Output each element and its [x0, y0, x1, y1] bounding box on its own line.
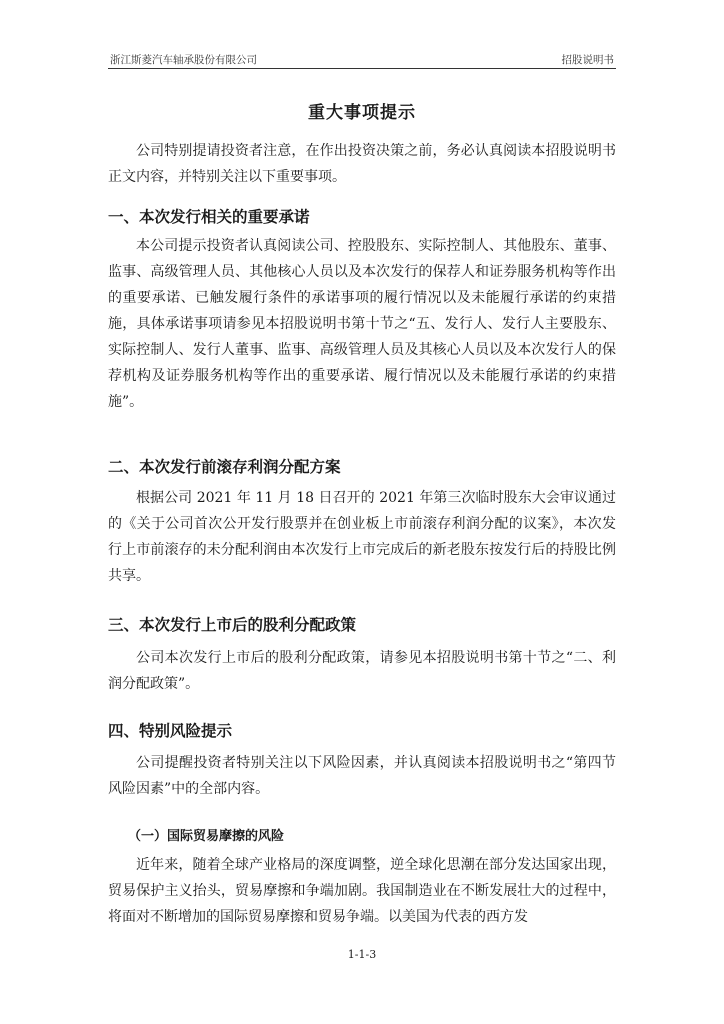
intro-paragraph: 公司特别提请投资者注意，在作出投资决策之前，务必认真阅读本招股说明书正文内容，并特别关注以下重要事项。 — [108, 143, 616, 185]
page-title: 重大事项提示 — [308, 103, 416, 123]
page-number: 1-1-3 — [347, 948, 377, 961]
section-1-heading: 一、本次发行相关的重要承诺 — [108, 208, 310, 226]
section-4-paragraph: 公司提醒投资者特别关注以下风险因素，并认真阅读本招股说明书之“第四节 风险因素”中的全部内容。 — [108, 755, 616, 797]
header-company-name: 浙江斯菱汽车轴承股份有限公司 — [110, 54, 257, 66]
section-1-paragraph: 本公司提示投资者认真阅读公司、控股股东、实际控制人、其他股东、董事、监事、高级管理人员、其他核心人员以及本次发行的保荐人和证券服务机构等作出的重要承诺、已触发履行条件的承诺事项的履行情况以及未能履行承诺的约束措施，具体承诺事项请参见本招股说明书第十节之“五、发行人、发行人主要股东、实际控制人、发行人董事、监事、高级管理人员及其核心人员以及本次发行人的保荐机构及证券服务机构等作出的重要承诺、履行情况以及未能履行承诺的约束措施”。 — [108, 238, 616, 410]
section-2-heading: 二、本次发行前滚存利润分配方案 — [108, 458, 341, 476]
section-3-paragraph: 公司本次发行上市后的股利分配政策，请参见本招股说明书第十节之“二、利润分配政策”。 — [108, 650, 616, 692]
subsection-paragraph: 近年来，随着全球产业格局的深度调整，逆全球化思潮在部分发达国家出现，贸易保护主义抬头，贸易摩擦和争端加剧。我国制造业在不断发展壮大的过程中，将面对不断增加的国际贸易摩擦和贸易争端。以美国为代表的西方发 — [108, 857, 616, 925]
subsection-heading: （一）国际贸易摩擦的风险 — [128, 829, 285, 844]
header-document-type: 招股说明书 — [561, 54, 614, 66]
page-header — [108, 52, 616, 69]
section-4-heading: 四、特别风险提示 — [108, 722, 233, 740]
section-2-paragraph: 根据公司 2021 年 11 月 18 日召开的 2021 年第三次临时股东大会审议通过的《关于公司首次公开发行股票并在创业板上市前滚存利润分配的议案》，本次发行上市前滚存的未分配利润由本次发行上市完成后的新老股东按发行后的持股比例共享。 — [108, 490, 616, 584]
section-3-heading: 三、本次发行上市后的股利分配政策 — [108, 616, 357, 634]
